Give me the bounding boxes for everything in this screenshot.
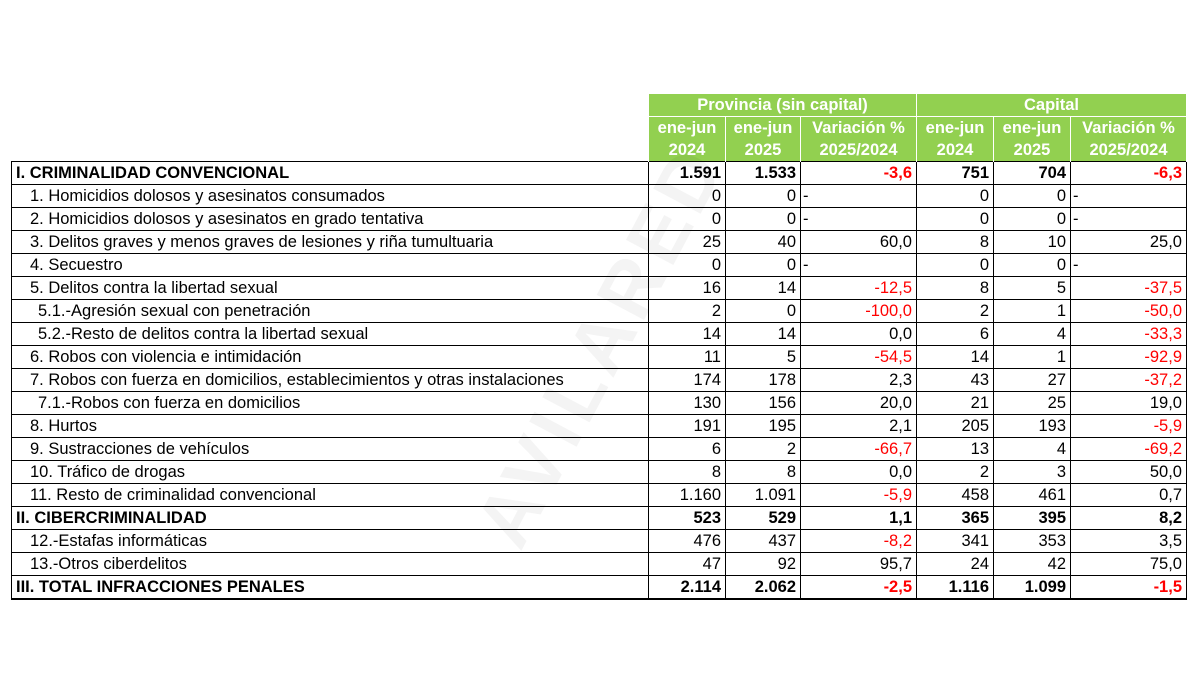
provincia-2025-cell: 14 bbox=[726, 323, 801, 346]
provincia-variacion-cell: -5,9 bbox=[801, 484, 917, 507]
provincia-2025-cell: 0 bbox=[726, 254, 801, 277]
provincia-2024-cell: 11 bbox=[649, 346, 726, 369]
subheader-provincia-2025: ene-jun 2025 bbox=[726, 117, 801, 162]
capital-2025-cell: 42 bbox=[994, 553, 1071, 576]
provincia-2025-cell: 178 bbox=[726, 369, 801, 392]
capital-variacion-cell: -1,5 bbox=[1071, 576, 1187, 600]
provincia-variacion-cell: - bbox=[801, 208, 917, 231]
capital-2024-cell: 1.116 bbox=[917, 576, 994, 600]
capital-2024-cell: 2 bbox=[917, 461, 994, 484]
provincia-2024-cell: 6 bbox=[649, 438, 726, 461]
provincia-variacion-cell: - bbox=[801, 254, 917, 277]
provincia-variacion-cell: 20,0 bbox=[801, 392, 917, 415]
provincia-variacion-cell: - bbox=[801, 185, 917, 208]
capital-2024-cell: 8 bbox=[917, 231, 994, 254]
capital-variacion-cell: 3,5 bbox=[1071, 530, 1187, 553]
provincia-2024-cell: 0 bbox=[649, 254, 726, 277]
capital-2024-cell: 13 bbox=[917, 438, 994, 461]
capital-2025-cell: 1.099 bbox=[994, 576, 1071, 600]
row-label: 8. Hurtos bbox=[12, 415, 649, 438]
provincia-2024-cell: 16 bbox=[649, 277, 726, 300]
capital-variacion-cell: 25,0 bbox=[1071, 231, 1187, 254]
provincia-2025-cell: 0 bbox=[726, 208, 801, 231]
row-label: 3. Delitos graves y menos graves de lesiones y riña tumultuaria bbox=[12, 231, 649, 254]
table-row bbox=[12, 208, 1187, 231]
capital-2025-cell: 5 bbox=[994, 277, 1071, 300]
capital-2025-cell: 10 bbox=[994, 231, 1071, 254]
provincia-variacion-cell: -3,6 bbox=[801, 162, 917, 185]
provincia-2024-cell: 191 bbox=[649, 415, 726, 438]
row-label: 6. Robos con violencia e intimidación bbox=[12, 346, 649, 369]
provincia-2024-cell: 47 bbox=[649, 553, 726, 576]
provincia-2025-cell: 2 bbox=[726, 438, 801, 461]
capital-2024-cell: 8 bbox=[917, 277, 994, 300]
row-label: 7.1.-Robos con fuerza en domicilios bbox=[12, 392, 649, 415]
capital-variacion-cell: -6,3 bbox=[1071, 162, 1187, 185]
capital-variacion-cell: 19,0 bbox=[1071, 392, 1187, 415]
provincia-variacion-cell: -66,7 bbox=[801, 438, 917, 461]
row-label: 12.-Estafas informáticas bbox=[12, 530, 649, 553]
capital-2024-cell: 341 bbox=[917, 530, 994, 553]
capital-variacion-cell: 75,0 bbox=[1071, 553, 1187, 576]
provincia-2024-cell: 523 bbox=[649, 507, 726, 530]
subheader-provincia-2024: ene-jun 2024 bbox=[649, 117, 726, 162]
table-row bbox=[12, 484, 1187, 507]
provincia-2024-cell: 1.160 bbox=[649, 484, 726, 507]
table-row bbox=[12, 369, 1187, 392]
row-label: 11. Resto de criminalidad convencional bbox=[12, 484, 649, 507]
row-label: III. TOTAL INFRACCIONES PENALES bbox=[12, 576, 649, 600]
provincia-variacion-cell: 0,0 bbox=[801, 323, 917, 346]
provincia-variacion-cell: 0,0 bbox=[801, 461, 917, 484]
capital-2024-cell: 14 bbox=[917, 346, 994, 369]
provincia-variacion-cell: -54,5 bbox=[801, 346, 917, 369]
group-header-provincia: Provincia (sin capital) bbox=[649, 94, 917, 117]
table-row bbox=[12, 392, 1187, 415]
row-label: 9. Sustracciones de vehículos bbox=[12, 438, 649, 461]
provincia-variacion-cell: 2,3 bbox=[801, 369, 917, 392]
provincia-variacion-cell: -8,2 bbox=[801, 530, 917, 553]
provincia-variacion-cell: -100,0 bbox=[801, 300, 917, 323]
capital-2024-cell: 6 bbox=[917, 323, 994, 346]
provincia-2025-cell: 14 bbox=[726, 277, 801, 300]
capital-variacion-cell: - bbox=[1071, 185, 1187, 208]
provincia-2025-cell: 1.533 bbox=[726, 162, 801, 185]
capital-variacion-cell: 0,7 bbox=[1071, 484, 1187, 507]
row-label: 4. Secuestro bbox=[12, 254, 649, 277]
capital-variacion-cell: 50,0 bbox=[1071, 461, 1187, 484]
table-row bbox=[12, 254, 1187, 277]
row-label: 13.-Otros ciberdelitos bbox=[12, 553, 649, 576]
provincia-2025-cell: 5 bbox=[726, 346, 801, 369]
capital-2024-cell: 458 bbox=[917, 484, 994, 507]
capital-2025-cell: 704 bbox=[994, 162, 1071, 185]
capital-2024-cell: 0 bbox=[917, 254, 994, 277]
provincia-2024-cell: 25 bbox=[649, 231, 726, 254]
capital-2024-cell: 751 bbox=[917, 162, 994, 185]
capital-2024-cell: 21 bbox=[917, 392, 994, 415]
header-corner bbox=[12, 94, 649, 117]
table-row bbox=[12, 438, 1187, 461]
row-label: 5. Delitos contra la libertad sexual bbox=[12, 277, 649, 300]
provincia-2024-cell: 130 bbox=[649, 392, 726, 415]
capital-variacion-cell: -33,3 bbox=[1071, 323, 1187, 346]
table-row bbox=[12, 162, 1187, 185]
provincia-2025-cell: 8 bbox=[726, 461, 801, 484]
capital-2025-cell: 193 bbox=[994, 415, 1071, 438]
table-row bbox=[12, 507, 1187, 530]
capital-variacion-cell: -37,2 bbox=[1071, 369, 1187, 392]
capital-2024-cell: 2 bbox=[917, 300, 994, 323]
provincia-variacion-cell: 95,7 bbox=[801, 553, 917, 576]
capital-2024-cell: 0 bbox=[917, 185, 994, 208]
provincia-2024-cell: 2.114 bbox=[649, 576, 726, 600]
row-label: 5.2.-Resto de delitos contra la libertad sexual bbox=[12, 323, 649, 346]
provincia-2025-cell: 40 bbox=[726, 231, 801, 254]
capital-2025-cell: 0 bbox=[994, 185, 1071, 208]
table-row bbox=[12, 576, 1187, 600]
table-row bbox=[12, 323, 1187, 346]
subheader-capital-2025: ene-jun 2025 bbox=[994, 117, 1071, 162]
capital-2025-cell: 1 bbox=[994, 300, 1071, 323]
subheader-capital-2024: ene-jun 2024 bbox=[917, 117, 994, 162]
provincia-2025-cell: 2.062 bbox=[726, 576, 801, 600]
capital-2025-cell: 3 bbox=[994, 461, 1071, 484]
capital-2024-cell: 43 bbox=[917, 369, 994, 392]
capital-2025-cell: 461 bbox=[994, 484, 1071, 507]
table-row bbox=[12, 300, 1187, 323]
capital-variacion-cell: 8,2 bbox=[1071, 507, 1187, 530]
capital-2025-cell: 0 bbox=[994, 208, 1071, 231]
provincia-2025-cell: 156 bbox=[726, 392, 801, 415]
provincia-variacion-cell: -12,5 bbox=[801, 277, 917, 300]
provincia-2024-cell: 2 bbox=[649, 300, 726, 323]
table-row bbox=[12, 185, 1187, 208]
capital-2025-cell: 4 bbox=[994, 438, 1071, 461]
provincia-variacion-cell: -2,5 bbox=[801, 576, 917, 600]
row-label: 2. Homicidios dolosos y asesinatos en grado tentativa bbox=[12, 208, 649, 231]
provincia-2024-cell: 14 bbox=[649, 323, 726, 346]
capital-variacion-cell: -69,2 bbox=[1071, 438, 1187, 461]
subheader-capital-variacion: Variación % 2025/2024 bbox=[1071, 117, 1187, 162]
capital-2025-cell: 353 bbox=[994, 530, 1071, 553]
crime-statistics-table bbox=[11, 94, 1187, 600]
provincia-2024-cell: 174 bbox=[649, 369, 726, 392]
provincia-2024-cell: 1.591 bbox=[649, 162, 726, 185]
group-header-capital: Capital bbox=[917, 94, 1187, 117]
provincia-variacion-cell: 2,1 bbox=[801, 415, 917, 438]
provincia-2025-cell: 92 bbox=[726, 553, 801, 576]
capital-2025-cell: 395 bbox=[994, 507, 1071, 530]
capital-variacion-cell: -37,5 bbox=[1071, 277, 1187, 300]
capital-variacion-cell: -5,9 bbox=[1071, 415, 1187, 438]
provincia-2024-cell: 476 bbox=[649, 530, 726, 553]
provincia-2025-cell: 195 bbox=[726, 415, 801, 438]
row-label: II. CIBERCRIMINALIDAD bbox=[12, 507, 649, 530]
provincia-2025-cell: 1.091 bbox=[726, 484, 801, 507]
table-row bbox=[12, 277, 1187, 300]
capital-2024-cell: 24 bbox=[917, 553, 994, 576]
provincia-2024-cell: 0 bbox=[649, 208, 726, 231]
provincia-variacion-cell: 60,0 bbox=[801, 231, 917, 254]
row-label: I. CRIMINALIDAD CONVENCIONAL bbox=[12, 162, 649, 185]
capital-variacion-cell: -92,9 bbox=[1071, 346, 1187, 369]
provincia-2024-cell: 8 bbox=[649, 461, 726, 484]
capital-2025-cell: 4 bbox=[994, 323, 1071, 346]
provincia-variacion-cell: 1,1 bbox=[801, 507, 917, 530]
provincia-2025-cell: 437 bbox=[726, 530, 801, 553]
provincia-2024-cell: 0 bbox=[649, 185, 726, 208]
table-row bbox=[12, 461, 1187, 484]
table-row bbox=[12, 346, 1187, 369]
provincia-2025-cell: 0 bbox=[726, 300, 801, 323]
provincia-2025-cell: 529 bbox=[726, 507, 801, 530]
table-row bbox=[12, 415, 1187, 438]
row-label: 1. Homicidios dolosos y asesinatos consumados bbox=[12, 185, 649, 208]
provincia-2025-cell: 0 bbox=[726, 185, 801, 208]
row-label: 7. Robos con fuerza en domicilios, establecimientos y otras instalaciones bbox=[12, 369, 649, 392]
capital-2025-cell: 0 bbox=[994, 254, 1071, 277]
row-label: 5.1.-Agresión sexual con penetración bbox=[12, 300, 649, 323]
capital-2024-cell: 365 bbox=[917, 507, 994, 530]
capital-2025-cell: 27 bbox=[994, 369, 1071, 392]
capital-variacion-cell: - bbox=[1071, 208, 1187, 231]
subheader-provincia-variacion: Variación % 2025/2024 bbox=[801, 117, 917, 162]
capital-variacion-cell: - bbox=[1071, 254, 1187, 277]
capital-2025-cell: 1 bbox=[994, 346, 1071, 369]
capital-2024-cell: 0 bbox=[917, 208, 994, 231]
table-row bbox=[12, 553, 1187, 576]
capital-2024-cell: 205 bbox=[917, 415, 994, 438]
capital-variacion-cell: -50,0 bbox=[1071, 300, 1187, 323]
table-row bbox=[12, 530, 1187, 553]
row-label: 10. Tráfico de drogas bbox=[12, 461, 649, 484]
table-row bbox=[12, 231, 1187, 254]
capital-2025-cell: 25 bbox=[994, 392, 1071, 415]
